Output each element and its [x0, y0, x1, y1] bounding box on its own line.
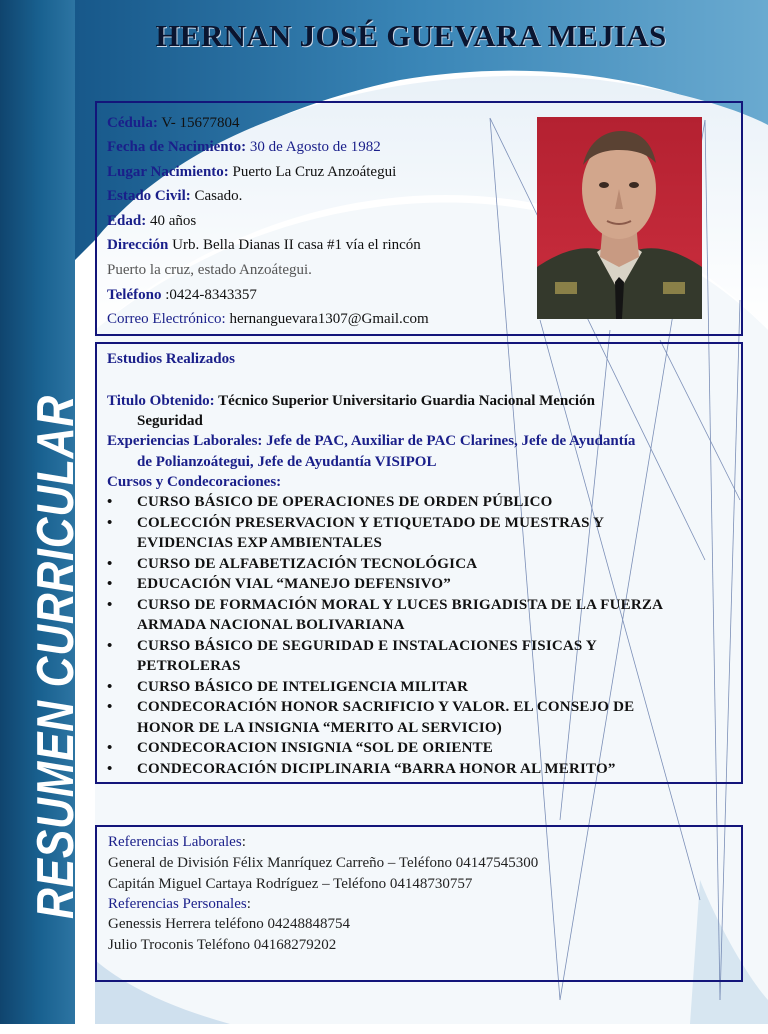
course-text: CURSO BÁSICO DE OPERACIONES DE ORDEN PÚBLICO: [137, 494, 553, 510]
course-item: [107, 679, 468, 696]
degree-label: Titulo Obtenido:: [107, 393, 215, 409]
courses-heading: Cursos y Condecoraciones:: [107, 474, 282, 490]
course-text: CURSO DE FORMACIÓN MORAL Y LUCES BRIGADISTA DE LA FUERZA: [137, 596, 664, 613]
cedula-value: V- 15677804: [161, 115, 240, 131]
work-experience-line1: Experiencias Laborales: Jefe de PAC, Auxiliar de PAC Clarines, Jefe de Ayudantía: [107, 433, 636, 449]
phone-value: :0424-8343357: [165, 287, 257, 303]
birthplace-row: [107, 164, 396, 181]
course-item: [107, 556, 477, 573]
course-text-line2: PETROLERAS: [137, 658, 241, 674]
course-text: EDUCACIÓN VIAL “MANEJO DEFENSIVO”: [137, 576, 451, 592]
course-item: [107, 597, 663, 614]
studies-heading: Estudios Realizados: [107, 351, 235, 367]
course-text-continued: [107, 617, 405, 634]
address-value: Urb. Bella Dianas II casa #1 vía el rincón: [172, 237, 421, 253]
degree-value: Técnico Superior Universitario Guardia Nacional Mención: [218, 393, 595, 409]
personal-references-colon: :: [246, 896, 251, 912]
bullet-icon: •: [107, 699, 113, 715]
civil-status-value: Casado.: [194, 188, 243, 204]
email-value: hernanguevara1307@Gmail.com: [229, 311, 429, 327]
course-item: [107, 740, 493, 757]
work-experience-line2: de Polianzoátegui, Jefe de Ayudantía VISIPOL: [137, 454, 437, 470]
bullet-icon: •: [107, 576, 113, 592]
birth-value: 30 de Agosto de 1982: [249, 139, 381, 155]
course-text-continued: [107, 535, 382, 552]
course-text: COLECCIÓN PRESERVACION Y ETIQUETADO DE MUESTRAS Y: [137, 514, 605, 531]
course-text-continued: [107, 658, 241, 675]
course-text: CURSO BÁSICO DE INTELIGENCIA MILITAR: [137, 678, 469, 695]
personal-reference-1: Genessis Herrera teléfono 04248848754: [108, 916, 351, 932]
degree-value-continued: Seguridad: [137, 413, 203, 429]
birth-label: Fecha de Nacimiento:: [107, 139, 247, 155]
side-title: RESUMEN CURRICULAR: [27, 394, 85, 920]
age-value: 40 años: [149, 213, 197, 229]
course-item: [107, 494, 553, 511]
page-title: HERNAN JOSÉ GUEVARA MEJIAS: [155, 18, 667, 53]
bullet-icon: •: [107, 555, 113, 572]
civil-status-label: Estado Civil:: [107, 188, 191, 204]
course-item: [107, 638, 597, 655]
email-row: [107, 311, 429, 328]
bullet-icon: •: [107, 740, 113, 756]
bullet-icon: •: [107, 494, 113, 510]
personal-references-heading: [108, 896, 251, 913]
work-references-heading: [108, 834, 246, 851]
age-row: [107, 213, 196, 230]
address-row: [107, 237, 421, 254]
email-label: Correo Electrónico:: [107, 311, 226, 327]
birthplace-label: Lugar Nacimiento:: [107, 164, 229, 180]
birthplace-value: Puerto La Cruz Anzoátegui: [232, 164, 397, 180]
address-label: Dirección: [107, 237, 169, 253]
bullet-icon: •: [107, 760, 113, 777]
course-text-line2: ARMADA NACIONAL BOLIVARIANA: [137, 617, 405, 633]
course-item: [107, 761, 616, 778]
course-text: CONDECORACIÓN DICIPLINARIA “BARRA HONOR AL MERITO”: [137, 760, 616, 777]
course-text-line2: HONOR DE LA INSIGNIA “MERITO AL SERVICIO): [137, 719, 502, 736]
course-text: CURSO BÁSICO DE SEGURIDAD E INSTALACIONES FISICAS Y: [137, 637, 597, 654]
profile-photo: [537, 117, 702, 319]
personal-references-title: Referencias Personales: [108, 896, 247, 912]
phone-row: [107, 287, 257, 304]
studies-section: [95, 342, 743, 784]
bullet-icon: •: [107, 514, 113, 531]
age-label: Edad:: [107, 213, 147, 229]
phone-label: Teléfono: [107, 287, 162, 303]
work-reference-2: Capitán Miguel Cartaya Rodríguez – Teléfono 04148730757: [108, 876, 473, 892]
work-references-colon: :: [241, 834, 246, 850]
course-text: CURSO DE ALFABETIZACIÓN TECNOLÓGICA: [137, 555, 478, 572]
degree-row: [107, 393, 595, 410]
bullet-icon: •: [107, 637, 113, 654]
personal-reference-2: Julio Troconis Teléfono 04168279202: [108, 937, 337, 953]
course-text-continued: [107, 720, 502, 737]
course-text-line2: EVIDENCIAS EXP AMBIENTALES: [137, 535, 382, 551]
birth-row: [107, 139, 381, 156]
address-continued: Puerto la cruz, estado Anzoátegui.: [107, 262, 312, 278]
course-item: [107, 576, 451, 593]
course-item: [107, 515, 604, 532]
course-text: CONDECORACION INSIGNIA “SOL DE ORIENTE: [137, 740, 494, 756]
references-section: [95, 825, 743, 982]
civil-status-row: [107, 188, 242, 205]
bullet-icon: •: [107, 596, 113, 613]
cedula-label: Cédula:: [107, 115, 158, 131]
work-reference-1: General de División Félix Manríquez Carreño – Teléfono 04147545300: [108, 855, 539, 871]
course-item: [107, 699, 634, 716]
work-references-title: Referencias Laborales: [108, 834, 242, 850]
course-text: CONDECORACIÓN HONOR SACRIFICIO Y VALOR. EL CONSEJO DE: [137, 699, 635, 715]
cedula-row: [107, 115, 240, 132]
bullet-icon: •: [107, 678, 113, 695]
person-portrait-icon: [537, 117, 702, 319]
